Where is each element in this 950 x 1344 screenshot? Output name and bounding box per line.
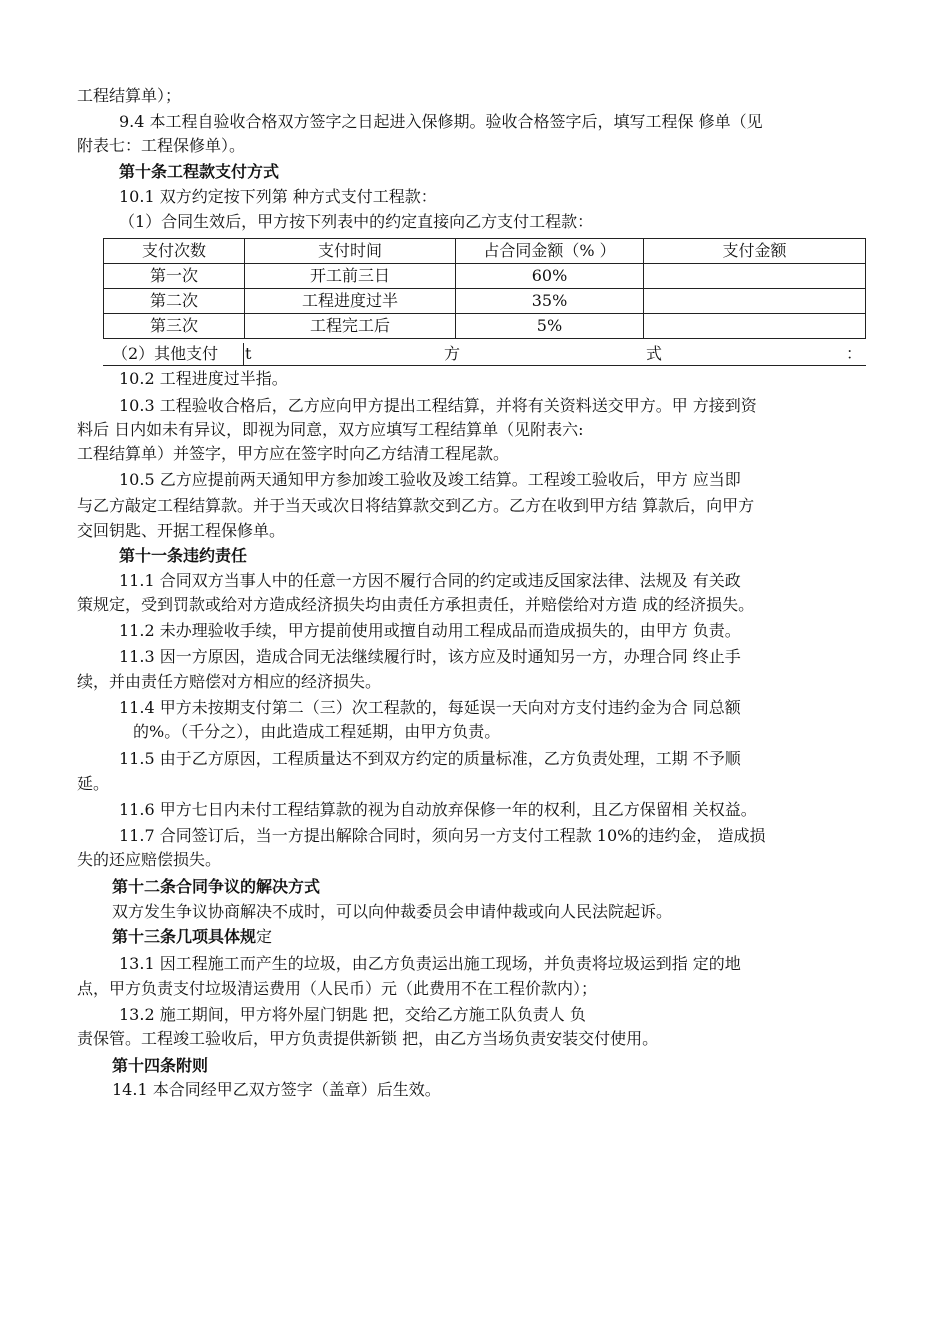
table-cell: 工程完工后 — [245, 314, 456, 339]
text-line: 双方发生争议协商解决不成时，可以向仲裁委员会申请仲裁或向人民法院起诉。 — [112, 902, 673, 921]
text-fragment: 方 — [444, 344, 461, 363]
text-line: 料后 日内如未有异议，即视为同意，双方应填写工程结算单（见附表六: — [77, 420, 584, 439]
table-cell: 60% — [456, 264, 644, 289]
text-line: 11.6 甲方七日内未付工程结算款的视为自动放弃保修一年的权利，且乙方保留相 关权益。 — [119, 800, 757, 819]
table-header-row — [104, 239, 866, 264]
text-line: 11.3 因一方原因，造成合同无法继续履行时，该方应及时通知另一方，办理合同 终止手 — [119, 647, 741, 666]
table-cell: 5% — [456, 314, 644, 339]
section-heading-12: 第十二条合同争议的解决方式 — [112, 877, 321, 896]
text-line: 与乙方敲定工程结算款。并于当天或次日将结算款交到乙方。乙方在收到甲方结 算款后，向甲方 — [77, 496, 755, 515]
table-header-cell: 支付次数 — [104, 239, 245, 264]
text-line: 11.5 由于乙方原因，工程质量达不到双方约定的质量标准，乙方负责处理，工期 不予顺 — [119, 749, 741, 768]
text-line: 10.2 工程进度过半指。 — [119, 369, 288, 388]
table-header-cell: 支付金额 — [644, 239, 866, 264]
text-fragment: ： — [846, 344, 863, 363]
section-heading-14: 第十四条附则 — [112, 1056, 209, 1075]
text-line: 工程结算单）并签字，甲方应在签字时向乙方结清工程尾款。 — [77, 444, 510, 463]
table-cell: 第一次 — [104, 264, 245, 289]
text-line: 10.1 双方约定按下列第 种方式支付工程款： — [119, 187, 437, 206]
table-row — [104, 289, 866, 314]
table-cell: 第三次 — [104, 314, 245, 339]
payment-schedule-table — [103, 238, 866, 339]
other-payment-label: （2）其他支付 — [112, 344, 219, 363]
text-line: 策规定，受到罚款或给对方造成经济损失均由责任方承担责任，并赔偿给对方造 成的经济损失。 — [77, 595, 755, 614]
section-heading-13 — [112, 926, 272, 948]
table-cell — [644, 289, 866, 314]
table-cell: 35% — [456, 289, 644, 314]
table-row — [104, 264, 866, 289]
table-cell: 开工前三日 — [245, 264, 456, 289]
text-line: 10.3 工程验收合格后，乙方应向甲方提出工程结算，并将有关资料送交甲方。甲 方接到资 — [119, 396, 757, 415]
text-line: 11.4 甲方未按期支付第二（三）次工程款的，每延误一天向对方支付违约金为合 同总额 — [119, 698, 741, 717]
text-line: 续，并由责任方赔偿对方相应的经济损失。 — [77, 672, 382, 691]
table-header-cell: 占合同金额（% ） — [456, 239, 644, 264]
text-line: 失的还应赔偿损失。 — [77, 850, 222, 869]
text-line: 点，甲方负责支付垃圾清运费用（人民币）元（此费用不在工程价款内）； — [77, 979, 598, 998]
section-heading-11: 第十一条违约责任 — [119, 546, 248, 565]
text-line: 9.4 本工程自验收合格双方签字之日起进入保修期。验收合格签字后，填写工程保 修单（见 — [119, 112, 763, 131]
heading-text: 第十三条几项具体规 — [112, 927, 257, 946]
text-line: 交回钥匙、开据工程保修单。 — [77, 521, 286, 540]
table-cell — [644, 264, 866, 289]
text-line: 的%。（千分之），由此造成工程延期，由甲方负责。 — [133, 722, 501, 741]
text-line: 11.2 未办理验收手续，甲方提前使用或擅自动用工程成品而造成损失的，由甲方 负责。 — [119, 621, 741, 640]
text-line: 附表七：工程保修单）。 — [77, 136, 246, 155]
text-line: （1）合同生效后，甲方按下列表中的约定直接向乙方支付工程款： — [119, 212, 594, 231]
table-cell — [644, 314, 866, 339]
text-line: 10.5 乙方应提前两天通知甲方参加竣工验收及竣工结算。工程竣工验收后，甲方 应当即 — [119, 470, 741, 489]
table-header-cell: 支付时间 — [245, 239, 456, 264]
divider — [243, 343, 244, 365]
text-line: 延。 — [77, 774, 110, 793]
text-fragment: t — [245, 344, 252, 363]
text-line: 14.1 本合同经甲乙双方签字（盖章）后生效。 — [112, 1080, 441, 1099]
text-line: 13.2 施工期间，甲方将外屋门钥匙 把，交给乙方施工队负责人 负 — [119, 1005, 586, 1024]
text-line: 13.1 因工程施工而产生的垃圾，由乙方负责运出施工现场，并负责将垃圾运到指 定的地 — [119, 954, 741, 973]
section-heading-10: 第十条工程款支付方式 — [119, 162, 280, 181]
table-row — [104, 314, 866, 339]
table-cell: 工程进度过半 — [245, 289, 456, 314]
text-line: 11.1 合同双方当事人中的任意一方因不履行合同的约定或违反国家法律、法规及 有关政 — [119, 571, 741, 590]
text-line: 责保管。工程竣工验收后，甲方负责提供新锁 把，由乙方当场负责安装交付使用。 — [77, 1029, 659, 1048]
text-line: 11.7 合同签订后，当一方提出解除合同时，须向另一方支付工程款 10%的违约金， 造成损 — [119, 826, 766, 845]
text-line: 工程结算单）； — [77, 86, 182, 105]
heading-text: 定 — [256, 927, 273, 946]
table-cell: 第二次 — [104, 289, 245, 314]
text-fragment: 式 — [646, 344, 663, 363]
